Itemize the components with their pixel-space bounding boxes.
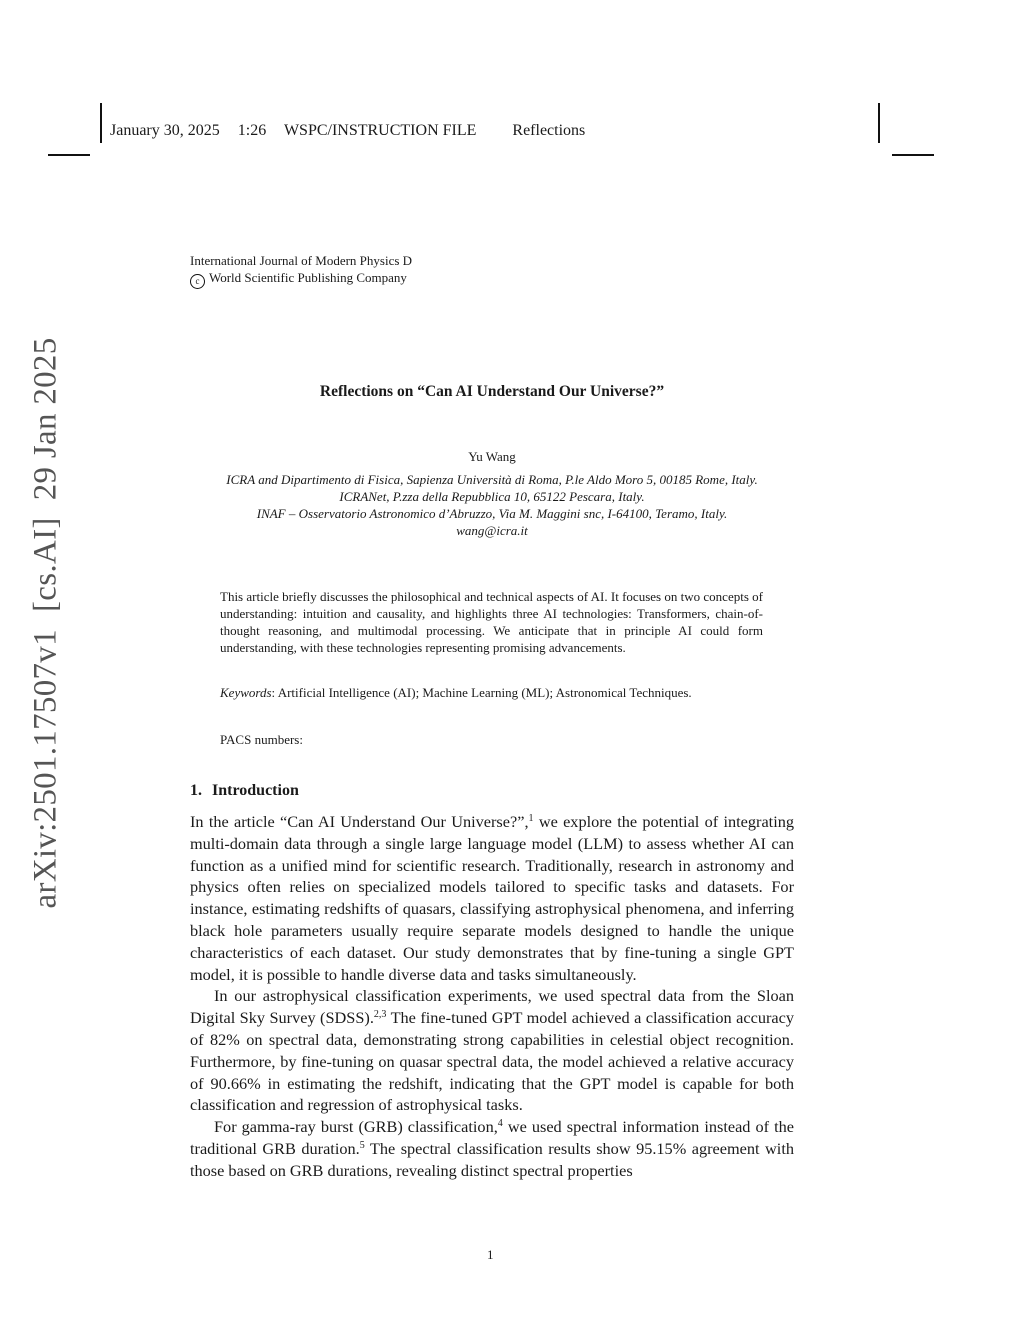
author-email: wang@icra.it [456, 523, 528, 538]
keywords-text: Artificial Intelligence (AI); Machine Learning (ML); Astronomical Techniques. [277, 685, 692, 700]
journal-name: International Journal of Modern Physics D [190, 253, 413, 268]
pacs-numbers: PACS numbers: [220, 732, 303, 747]
body-text [190, 811, 794, 1182]
crop-mark-left-horizontal [48, 154, 90, 156]
affiliation-3: INAF – Osservatorio Astronomico d’Abruzzo, Via M. Maggini snc, I-64100, Teramo, Italy. [256, 506, 728, 521]
journal-info [190, 252, 412, 289]
author-block [190, 448, 794, 539]
paragraph-1-text-b: we explore the potential of integrating multi-domain data through a single large language model (LLM) to assess whether AI can function as a unified mind for scientific research. Traditionally, research in astronomy and physics often relies on specialized models tailored to specific tasks and datasets. For instance, estimating redshifts of quasars, classifying astrophysical phenomena, and inferring black hole parameters usually require separate models designed to handle the unique characteristics of each dataset. Our study demonstrates that by fine-tuning a single GPT model, it is possible to handle diverse data and tasks simultaneously. [190, 812, 794, 984]
publisher-name: World Scientific Publishing Company [209, 270, 407, 285]
arxiv-identifier [18, 336, 74, 909]
paragraph-1-text-a: In the article “Can AI Understand Our Universe?”, [190, 812, 529, 831]
paragraph-2-text-b: The fine-tuned GPT model achieved a classification accuracy of 82% on spectral data, demonstrating strong capabilities in celestial object recognition. Furthermore, by fine-tuning on quasar spectral data, the model achieved a relative accuracy of 90.66% in estimating the redshift, indicating that the GPT model is capable for both classification and regression of astrophysical tasks. [190, 1008, 794, 1115]
author-name: Yu Wang [468, 449, 516, 464]
citation-1[interactable]: 1 [528, 813, 534, 824]
paper-title: Reflections on “Can AI Understand Our Universe?” [319, 383, 665, 400]
crop-mark-left-vertical [100, 103, 102, 143]
affiliation-1: ICRA and Dipartimento di Fisica, Sapienza Università di Roma, P.le Aldo Moro 5, 00185 Rome, Italy. [226, 472, 758, 487]
paragraph-2-text-a: In our astrophysical classification experiments, we used spectral data from the Sloan Digital Sky Survey (SDSS). [190, 986, 794, 1028]
citation-5[interactable]: 5 [359, 1139, 365, 1151]
crop-mark-right-horizontal [892, 154, 934, 156]
running-head-time: 1:26 [237, 122, 267, 139]
paragraph-1 [190, 811, 794, 985]
paragraph-3-text-a: For gamma-ray burst (GRB) classification, [214, 1117, 498, 1137]
paragraph-2 [190, 985, 794, 1116]
paragraph-3-text-c: The spectral classification results show 95.15% agreement with those based on GRB durations, revealing distinct spectral properties [190, 1138, 794, 1180]
running-head-file: WSPC/INSTRUCTION FILE [283, 122, 477, 139]
affiliation-2: ICRANet, P.zza della Repubblica 10, 65122 Pescara, Italy. [339, 489, 645, 504]
section-number: 1. [190, 782, 202, 799]
paragraph-3-text-b: we used spectral information instead of the traditional GRB duration. [190, 1117, 794, 1158]
copyright-icon: c [190, 274, 205, 289]
paragraph-3 [190, 1116, 794, 1181]
section-heading [190, 782, 299, 800]
abstract: This article briefly discusses the philosophical and technical aspects of AI. It focuses on two concepts of understanding: intuition and causality, and highlights three AI technologies: Transformers, chain-of-thought reasoning, and multimodal processing. We anticipate that in principle AI could form understanding, with these technologies representing promising advancements. [220, 589, 763, 655]
running-head [110, 122, 599, 140]
keywords: Keywords: Artificial Intelligence (AI); Machine Learning (ML); Astronomical Techniques. [220, 685, 692, 700]
page-number: 1 [487, 1247, 494, 1262]
publisher-line [190, 269, 412, 289]
citation-4[interactable]: 4 [497, 1118, 503, 1130]
running-head-title: Reflections [512, 122, 586, 139]
citation-2-3[interactable]: 2,3 [373, 1009, 387, 1021]
arxiv-identifier-text: arXiv:2501.17507v1 [cs.AI] 29 Jan 2025 [27, 336, 64, 909]
keywords-label: Keywords [220, 685, 272, 700]
section-title: Introduction [212, 782, 299, 799]
crop-mark-right-vertical [878, 103, 880, 143]
running-head-date: January 30, 2025 [110, 122, 220, 139]
